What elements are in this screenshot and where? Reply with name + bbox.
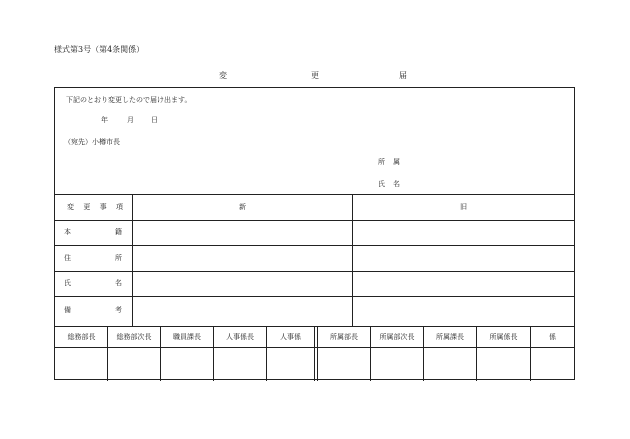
approval-staff: 係 bbox=[549, 333, 556, 341]
header-new: 新 bbox=[239, 203, 246, 211]
intro-text: 下記のとおり変更したので届け出ます。 bbox=[66, 96, 192, 104]
stamp-box-3[interactable] bbox=[161, 348, 213, 380]
affiliation-char-2: 属 bbox=[393, 158, 400, 166]
stamp-box-7[interactable] bbox=[371, 348, 423, 380]
header-change-item bbox=[67, 203, 123, 212]
header-old: 旧 bbox=[460, 203, 467, 211]
date-year-label: 年 bbox=[101, 116, 108, 124]
new-value-name[interactable] bbox=[133, 272, 351, 295]
applicant-name-label bbox=[378, 180, 400, 189]
row-label-name bbox=[64, 279, 122, 288]
approval-general-affairs-director: 総務部長 bbox=[67, 333, 96, 341]
date-line bbox=[55, 116, 255, 126]
addressee: （宛先）小樽市長 bbox=[64, 138, 120, 146]
header-char-2: 更 bbox=[83, 203, 91, 211]
row-label-remarks bbox=[64, 306, 122, 315]
row-1-char-1: 本 bbox=[64, 228, 71, 236]
stamp-box-1[interactable] bbox=[56, 348, 106, 380]
title-char-3: 届 bbox=[399, 71, 407, 80]
old-value-address[interactable] bbox=[353, 246, 574, 270]
stamp-box-10[interactable] bbox=[531, 348, 574, 380]
old-value-domicile[interactable] bbox=[353, 221, 574, 244]
date-month-label: 月 bbox=[127, 116, 134, 124]
approval-section-chief: 所属課長 bbox=[436, 333, 464, 341]
affiliation-label bbox=[378, 158, 400, 167]
approval-dept-deputy: 所属部次長 bbox=[379, 333, 415, 341]
approval-subsection-chief: 所属係長 bbox=[489, 333, 518, 341]
row-label-domicile bbox=[64, 228, 122, 237]
stamp-box-8[interactable] bbox=[424, 348, 476, 380]
row-label-address bbox=[64, 254, 122, 263]
affiliation-char-1: 所 bbox=[378, 158, 385, 166]
new-value-domicile[interactable] bbox=[133, 221, 351, 244]
form-box bbox=[54, 87, 575, 380]
date-day-label: 日 bbox=[151, 116, 158, 124]
header-char-1: 変 bbox=[67, 203, 74, 211]
stamp-box-2[interactable] bbox=[108, 348, 160, 380]
applicant-name-char-2: 名 bbox=[393, 180, 400, 188]
header-char-4: 項 bbox=[115, 203, 123, 211]
approval-dept-director: 所属部長 bbox=[330, 333, 358, 341]
row-4-char-1: 備 bbox=[64, 306, 71, 314]
new-value-remarks[interactable] bbox=[133, 297, 351, 325]
approval-general-affairs-deputy: 総務部次長 bbox=[116, 333, 152, 341]
row-4-char-2: 考 bbox=[115, 306, 122, 314]
old-value-remarks[interactable] bbox=[353, 297, 574, 325]
row-3-char-1: 氏 bbox=[64, 279, 71, 287]
form-title bbox=[0, 71, 630, 81]
stamp-box-6[interactable] bbox=[318, 348, 370, 380]
stamp-box-5[interactable] bbox=[267, 348, 314, 380]
approval-divider-5 bbox=[314, 326, 315, 381]
approval-personnel-section-chief: 職員課長 bbox=[173, 333, 201, 341]
header-char-3: 事 bbox=[99, 203, 107, 211]
stamp-box-9[interactable] bbox=[477, 348, 530, 380]
applicant-name-char-1: 氏 bbox=[378, 180, 385, 188]
row-2-char-2: 所 bbox=[115, 254, 122, 262]
old-value-name[interactable] bbox=[353, 272, 574, 295]
row-1-char-2: 籍 bbox=[115, 228, 122, 236]
title-char-2: 更 bbox=[311, 71, 319, 80]
row-3-char-2: 名 bbox=[115, 279, 122, 287]
approval-hr-staff: 人事係 bbox=[280, 333, 301, 341]
stamp-box-4[interactable] bbox=[214, 348, 266, 380]
form-number: 様式第3号（第4条関係） bbox=[54, 45, 145, 54]
new-value-address[interactable] bbox=[133, 246, 351, 270]
row-2-char-1: 住 bbox=[64, 254, 71, 262]
title-char-1: 変 bbox=[219, 71, 227, 80]
approval-hr-subsection-chief: 人事係長 bbox=[226, 333, 254, 341]
